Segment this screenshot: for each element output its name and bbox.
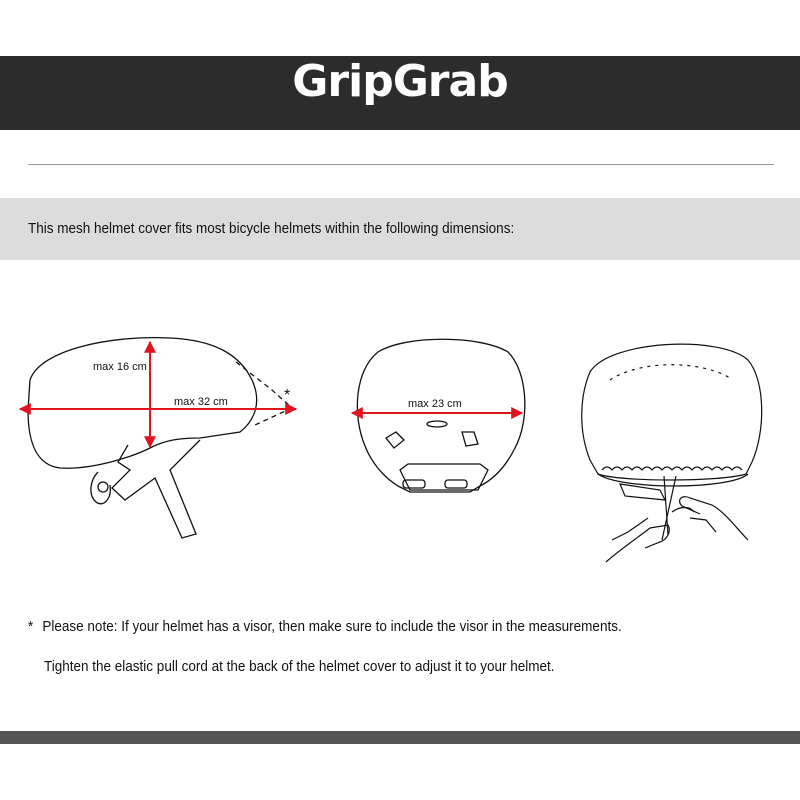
visor-asterisk: * <box>284 387 291 404</box>
side-measure-arrows <box>20 342 296 447</box>
visor-note-text: Please note: If your helmet has a visor, then make sure to include the visor in the measurements. <box>42 618 622 635</box>
front-view-helmet <box>357 339 525 492</box>
brand-header <box>0 56 800 130</box>
footer-bar <box>0 731 800 744</box>
cord-note: Tighten the elastic pull cord at the back of the helmet cover to adjust it to your helmet. <box>44 658 555 675</box>
helmet-illustrations <box>0 320 800 580</box>
note-asterisk: * <box>28 618 34 635</box>
visor-note <box>28 618 622 635</box>
side-height-label: max 16 cm <box>93 361 147 373</box>
covered-helmet-with-hands <box>582 344 762 562</box>
front-width-label: max 23 cm <box>408 398 462 410</box>
intro-band <box>0 198 800 260</box>
side-length-label: max 32 cm <box>174 396 228 408</box>
divider <box>28 164 774 165</box>
intro-text: This mesh helmet cover fits most bicycle helmets within the following dimensions: <box>28 220 515 237</box>
gripgrab-logo: GripGrab <box>292 56 508 107</box>
side-view-helmet <box>28 338 292 538</box>
